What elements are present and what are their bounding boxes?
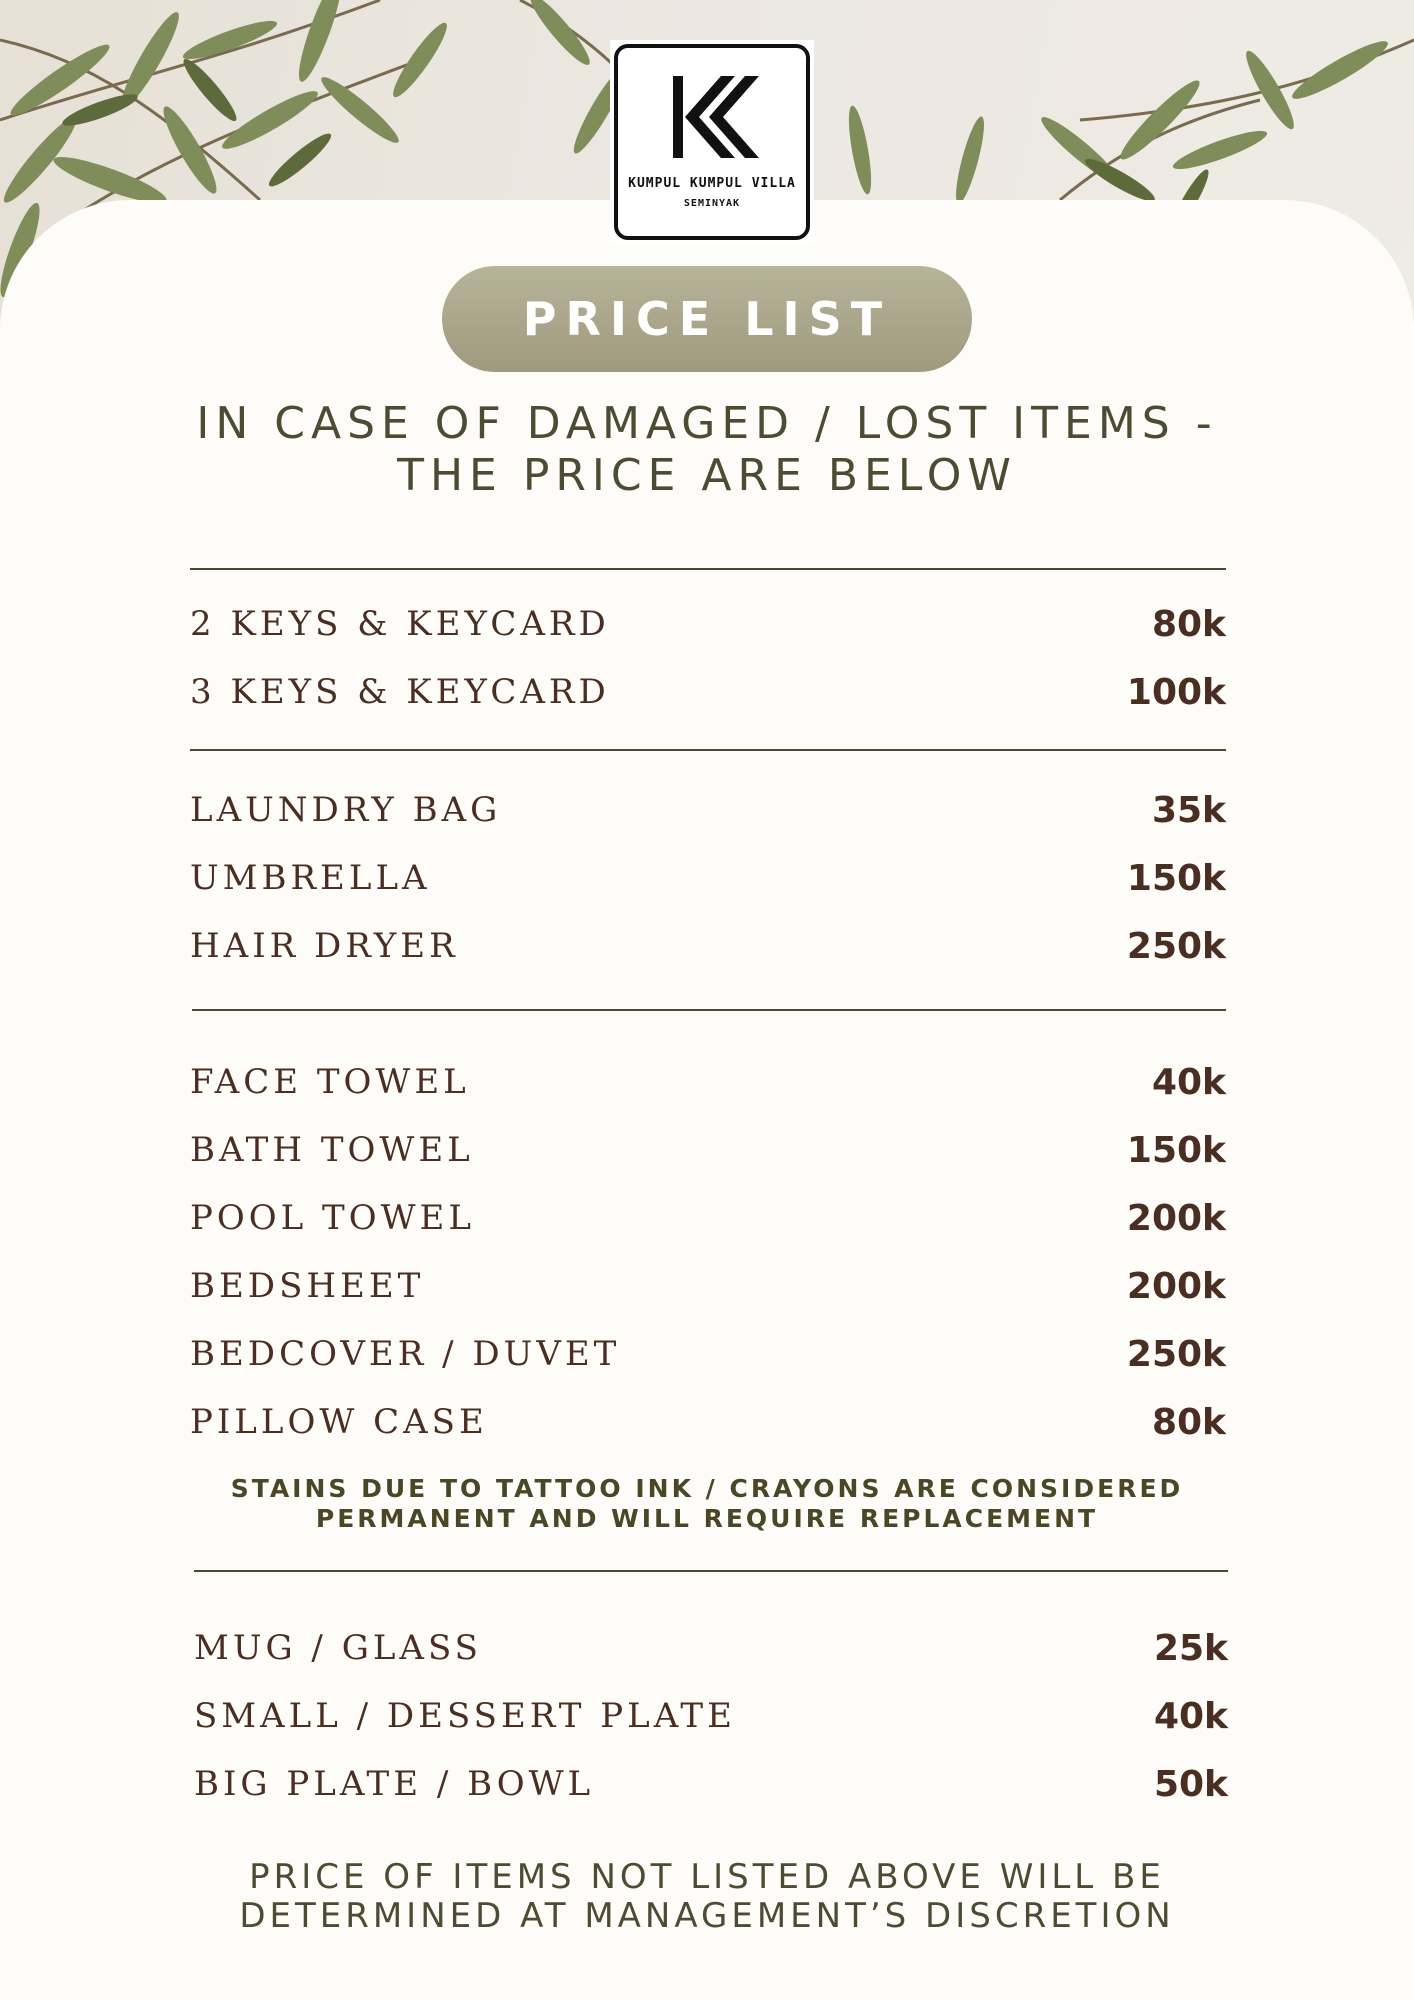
item-price: 100k <box>1126 672 1226 713</box>
list-item <box>190 926 1226 986</box>
list-item <box>190 1130 1226 1190</box>
item-name: LAUNDRY BAG <box>190 790 502 830</box>
list-item <box>190 790 1226 850</box>
list-item <box>194 1628 1228 1688</box>
item-name: UMBRELLA <box>190 858 431 898</box>
list-item <box>190 1062 1226 1122</box>
item-price: 250k <box>1126 1334 1226 1375</box>
item-price: 150k <box>1126 858 1226 899</box>
list-item <box>190 1334 1226 1394</box>
item-price: 35k <box>1151 790 1226 831</box>
item-price: 200k <box>1126 1198 1226 1239</box>
item-name: 3 KEYS & KEYCARD <box>190 672 610 712</box>
list-item <box>194 1764 1228 1824</box>
item-name: HAIR DRYER <box>190 926 459 966</box>
footer-line-2: DETERMINED AT MANAGEMENT’S DISCRETION <box>239 1896 1175 1936</box>
item-price: 200k <box>1126 1266 1226 1307</box>
item-name: BEDSHEET <box>190 1266 425 1306</box>
item-price: 250k <box>1126 926 1226 967</box>
item-price: 50k <box>1153 1764 1228 1805</box>
section-divider <box>194 1570 1228 1572</box>
item-price: 25k <box>1153 1628 1228 1669</box>
item-price: 40k <box>1153 1696 1228 1737</box>
section-divider <box>190 749 1226 751</box>
brand-location: SEMINYAK <box>683 198 741 209</box>
brand-name: KUMPUL KUMPUL VILLA <box>628 176 796 191</box>
list-item <box>190 858 1226 918</box>
item-price: 150k <box>1126 1130 1226 1171</box>
stain-note-line-2: PERMANENT AND WILL REQUIRE REPLACEMENT <box>315 1504 1099 1533</box>
section-divider <box>190 568 1226 570</box>
list-item <box>190 604 1226 664</box>
item-name: POOL TOWEL <box>190 1198 475 1238</box>
item-name: 2 KEYS & KEYCARD <box>190 604 610 644</box>
item-price: 80k <box>1151 1402 1226 1443</box>
section-divider <box>192 1009 1226 1011</box>
item-price: 80k <box>1151 604 1226 645</box>
list-item <box>190 672 1226 732</box>
item-name: PILLOW CASE <box>190 1402 488 1442</box>
item-name: BATH TOWEL <box>190 1130 474 1170</box>
item-name: BIG PLATE / BOWL <box>194 1764 595 1804</box>
list-item <box>194 1696 1228 1756</box>
list-item <box>190 1266 1226 1326</box>
list-item <box>190 1402 1226 1462</box>
price-list-badge <box>442 266 972 372</box>
subtitle-line-1: IN CASE OF DAMAGED / LOST ITEMS - <box>196 398 1218 449</box>
item-name: SMALL / DESSERT PLATE <box>194 1696 736 1736</box>
item-name: MUG / GLASS <box>194 1628 482 1668</box>
subtitle-line-2: THE PRICE ARE BELOW <box>397 450 1017 501</box>
item-name: BEDCOVER / DUVET <box>190 1334 621 1374</box>
item-name: FACE TOWEL <box>190 1062 470 1102</box>
list-item <box>190 1198 1226 1258</box>
kk-logo-icon <box>673 76 759 158</box>
badge-label: PRICE LIST <box>522 292 892 346</box>
villa-logo <box>610 40 814 244</box>
item-price: 40k <box>1151 1062 1226 1103</box>
footer-line-1: PRICE OF ITEMS NOT LISTED ABOVE WILL BE <box>249 1857 1165 1897</box>
stain-note-line-1: STAINS DUE TO TATTOO INK / CRAYONS ARE CONSIDERED <box>230 1474 1184 1503</box>
